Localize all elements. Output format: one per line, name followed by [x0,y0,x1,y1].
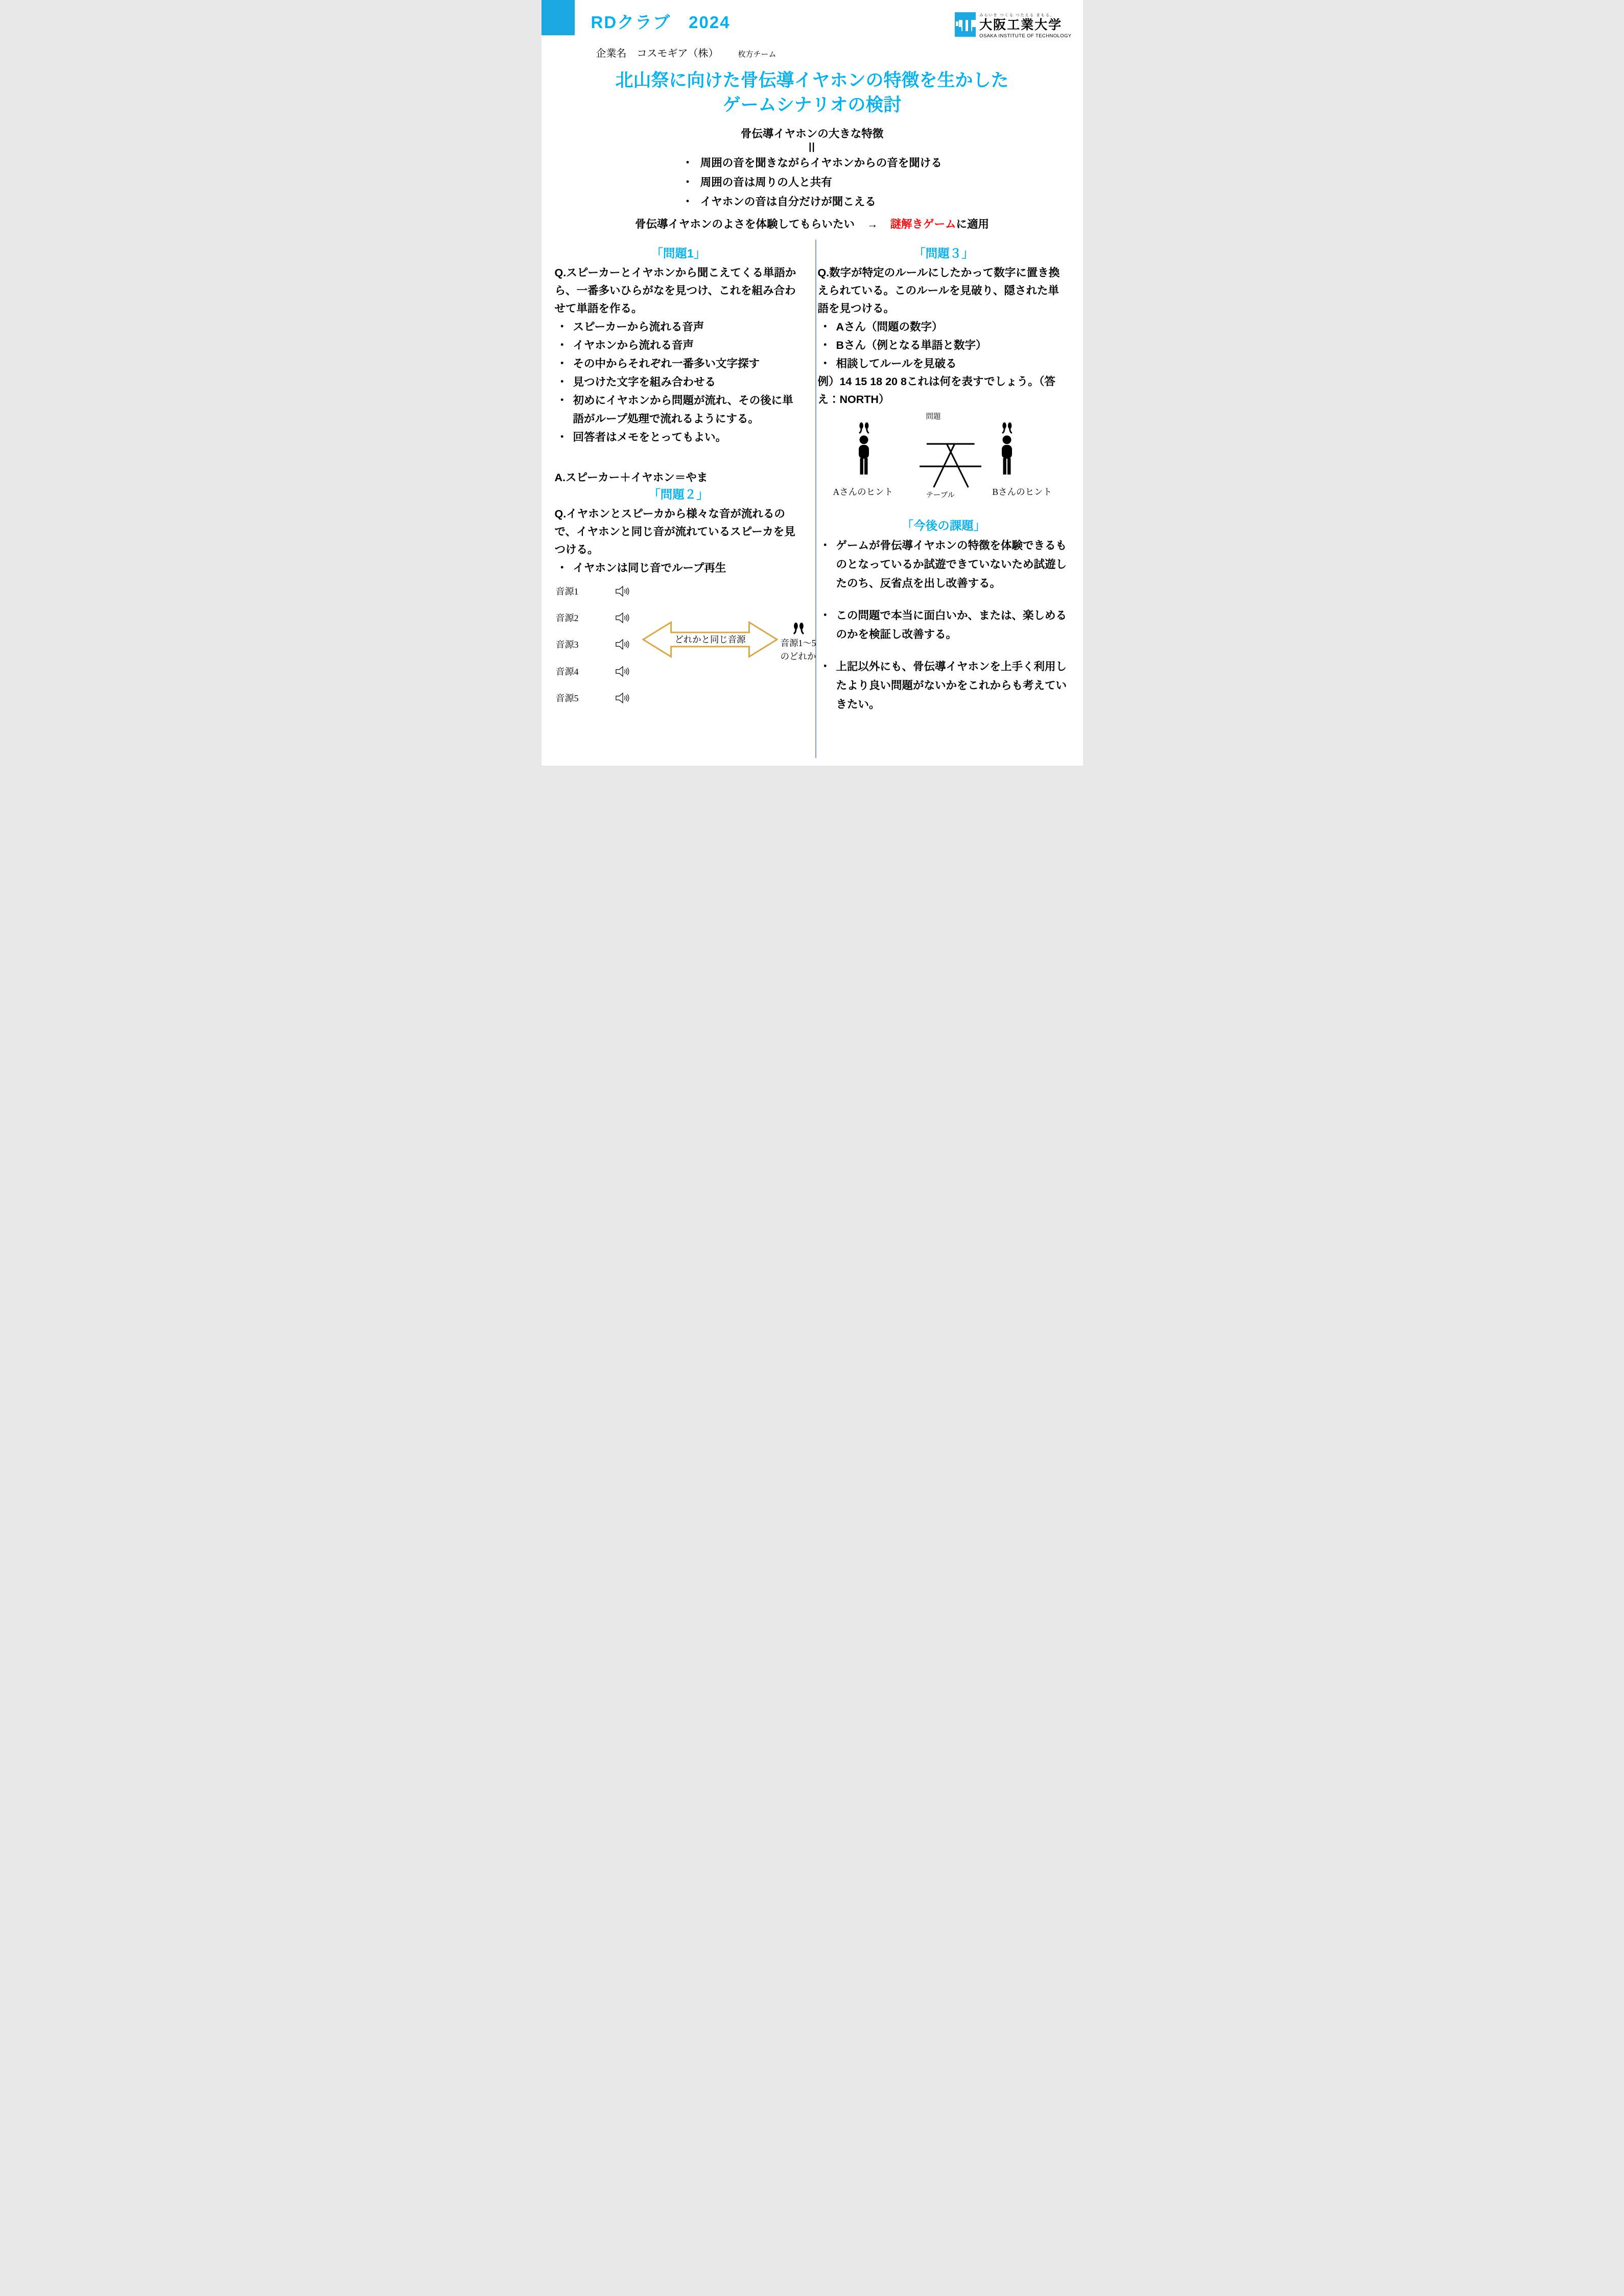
problem3-example: 例）14 15 18 20 8これは何を表すでしょう。（答え：NORTH） [817,375,1055,406]
earphone-caption-line1: 音源1～5 [780,638,816,649]
list-item: ・ 回答者はメモをとってもよい。 [555,428,803,446]
features-section [542,125,1083,232]
speaker-icon [615,585,631,598]
source-label: 音源2 [555,613,579,624]
problem3-bullets [817,318,1069,373]
list-item: ・ 相談してルールを見破る [817,354,1069,373]
diagram-top-label: 問題 [926,413,941,421]
earphone-icon [856,422,872,435]
list-item: ・ 見つけた文字を組み合わせる [555,373,803,391]
problem2-bullets [555,559,803,577]
column-divider [815,240,816,758]
conclusion-highlight: 謎解きゲーム [890,218,956,231]
person-icon [854,435,874,476]
hint-b-label: Bさんのヒント [992,487,1052,498]
problem3-question: Q.数字が特定のルールにしたかって数字に置き換えられている。このルールを見破り、隠された単語を見つける。 [817,267,1060,315]
club-title: RDクラブ 2024 [591,13,731,32]
content-columns [542,244,1083,727]
hints-diagram [817,413,1069,504]
list-item: ・ Bさん（例となる単語と数字） [817,336,1069,354]
source-row [556,636,631,652]
source-row [556,583,631,599]
equals-separator: || [809,141,815,152]
university-logo-icon [955,12,976,37]
features-list [682,153,942,212]
earphone-caption-line2: のどれか [780,651,816,661]
list-item: ・ Aさん（問題の数字） [817,318,1069,336]
source-row [556,664,631,679]
logo-tagline: みらいを つくる つたえる まもる。 [979,13,1055,17]
source-row [556,610,631,625]
conclusion-prefix: 骨伝導イヤホンのよさを体験してもらいたい [634,218,855,231]
list-item: ・ この問題で本当に面白いか、または、楽しめるのかを検証し改善する。 [817,606,1069,644]
problem2-question: Q.イヤホンとスピーカから様々な音が流れるので、イヤホンと同じ音が流れているスピーカを見つける。 [554,508,795,556]
problem3-heading: 「問題３」 [913,247,974,261]
right-column [808,244,1069,727]
list-item: ・ スピーカーから流れる音声 [555,318,803,336]
university-name-en: OSAKA INSTITUTE OF TECHNOLOGY [979,33,1072,39]
speaker-icon [615,665,631,678]
problem1-question: Q.スピーカーとイヤホンから聞こえてくる単語から、一番多いひらがなを見つけ、これを組み合わせて単語を作る。 [554,267,796,315]
sound-source-diagram [555,583,816,707]
problem2-heading: 「問題２」 [648,488,709,502]
corner-accent-square [542,0,575,35]
feature-item: ・ イヤホンの音は自分だけが聞こえる [682,192,942,211]
person-a-group [854,422,874,476]
list-item: ・ イヤホンは同じ音でループ再生 [555,559,803,577]
university-name: 大阪工業大学 [979,18,1063,32]
list-item: ・ 初めにイヤホンから問題が流れ、その後に単語がループ処理で流れるようにする。 [555,391,803,428]
person-icon [997,435,1017,476]
list-item: ・ 上記以外にも、骨伝導イヤホンを上手く利用したより良い問題がないかをこれからも考えていきたい。 [817,657,1069,714]
source-label: 音源4 [555,667,579,677]
double-arrow [642,619,779,662]
list-item: ・ イヤホンから流れる音声 [555,336,803,354]
page-title-line1: 北山祭に向けた骨伝導イヤホンの特徴を生かした [615,70,1009,90]
source-row [556,690,631,705]
table-label: テーブル [926,491,955,500]
feature-item: ・ 周囲の音を聞きながらイヤホンからの音を聞ける [682,153,942,173]
left-column [554,244,816,707]
features-conclusion [542,216,1083,231]
future-heading: 「今後の課題」 [901,519,986,533]
page-title-line2: ゲームシナリオの検討 [722,95,902,115]
person-b-group [997,422,1017,476]
features-heading: 骨伝導イヤホンの大きな特徴 [740,127,884,140]
earphone-icon [791,622,806,636]
problem1-heading: 「問題1」 [651,247,706,261]
university-logo-text [979,12,1071,39]
conclusion-suffix: に適用 [956,218,990,231]
problem1-answer: A.スピーカー＋イヤホン＝やま [554,471,708,484]
company-name: 企業名 コスモギア（株） [596,48,719,59]
university-logo [955,12,1071,39]
poster-page [542,0,1083,766]
table-icon [917,440,983,492]
speaker-icon [615,692,631,704]
right-arrow-glyph: → [866,218,878,231]
company-line [596,45,776,60]
earphone-answer-group [776,622,820,663]
future-bullets [817,536,1069,714]
problem1-bullets [555,318,803,446]
source-label: 音源1 [555,586,579,597]
speaker-icon [615,638,631,651]
source-label: 音源3 [555,640,579,650]
list-item: ・ ゲームが骨伝導イヤホンの特徴を体験できるものとなっているか試遊できていないため試遊したのち、反省点を出し改善する。 [817,536,1069,593]
list-item: ・ その中からそれぞれ一番多い文字探す [555,354,803,373]
future-section [817,516,1069,714]
hint-a-label: Aさんのヒント [833,487,893,498]
header [542,0,1083,61]
source-label: 音源5 [555,693,579,704]
speaker-icon [615,611,631,624]
page-title [542,68,1083,118]
earphone-icon [999,422,1015,435]
feature-item: ・ 周囲の音は周りの人と共有 [682,173,942,192]
arrow-label: どれかと同じ音源 [674,635,745,645]
team-name: 枚方チーム [738,50,776,59]
